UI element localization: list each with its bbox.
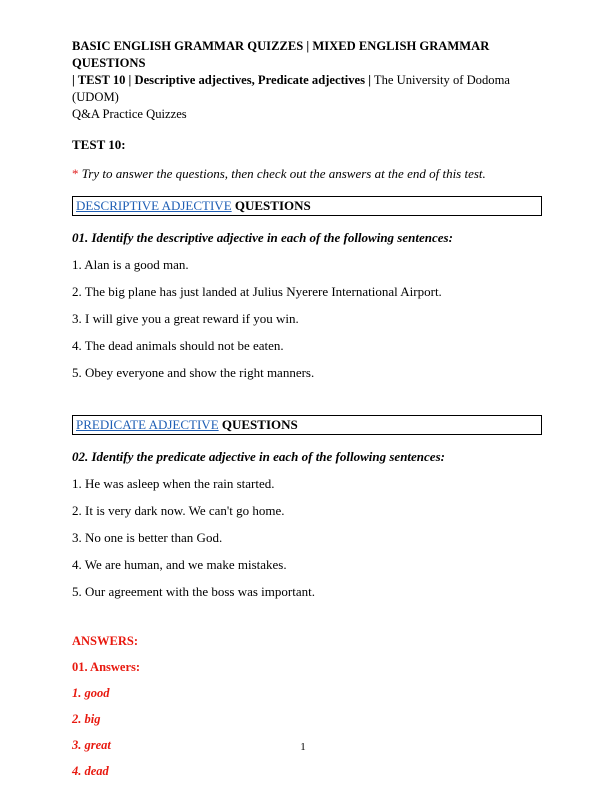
list-item: 1. Alan is a good man. [72,257,189,272]
answer-item: 4. dead [72,764,109,778]
page-number: 1 [300,741,306,753]
answers-subtitle: 01. Answers: [72,660,141,674]
section-2-heading [72,415,542,435]
header-line-2-normal: The University of Dodoma (UDOM) [72,73,510,104]
header-line-1: BASIC ENGLISH GRAMMAR QUIZZES | MIXED ENGLISH GRAMMAR QUESTIONS [72,39,490,70]
answer-item: 3. great [72,738,111,752]
instruction-note [72,166,542,182]
test-label: TEST 10: [72,137,126,152]
predicate-adjective-link[interactable]: PREDICATE ADJECTIVE [76,417,219,432]
list-item: 2. The big plane has just landed at Julius Nyerere International Airport. [72,284,442,299]
list-item: 3. I will give you a great reward if you win. [72,311,299,326]
document-header [72,38,542,123]
list-item: 5. Our agreement with the boss was important. [72,584,315,599]
list-item: 2. It is very dark now. We can't go home. [72,503,285,518]
list-item: 4. We are human, and we make mistakes. [72,557,287,572]
answer-item: 2. big [72,712,101,726]
section-2-heading-rest: QUESTIONS [218,417,298,432]
list-item: 4. The dead animals should not be eaten. [72,338,284,353]
section-1-heading-rest: QUESTIONS [231,198,311,213]
list-item: 1. He was asleep when the rain started. [72,476,275,491]
note-star: * [72,166,79,181]
note-text: Try to answer the questions, then check out the answers at the end of this test. [78,166,486,181]
question-2: 02. Identify the predicate adjective in each of the following sentences: [72,449,445,464]
header-line-2-bold: | TEST 10 | Descriptive adjectives, Predicate adjectives | [72,73,371,87]
list-item: 5. Obey everyone and show the right manners. [72,365,315,380]
answers-title: ANSWERS: [72,634,138,648]
header-line-3: Q&A Practice Quizzes [72,107,187,121]
list-item: 3. No one is better than God. [72,530,223,545]
descriptive-adjective-link[interactable]: DESCRIPTIVE ADJECTIVE [76,198,232,213]
section-1-heading [72,196,542,216]
answer-item: 1. good [72,686,110,700]
question-1: 01. Identify the descriptive adjective in each of the following sentences: [72,230,453,245]
document-page [72,38,542,779]
